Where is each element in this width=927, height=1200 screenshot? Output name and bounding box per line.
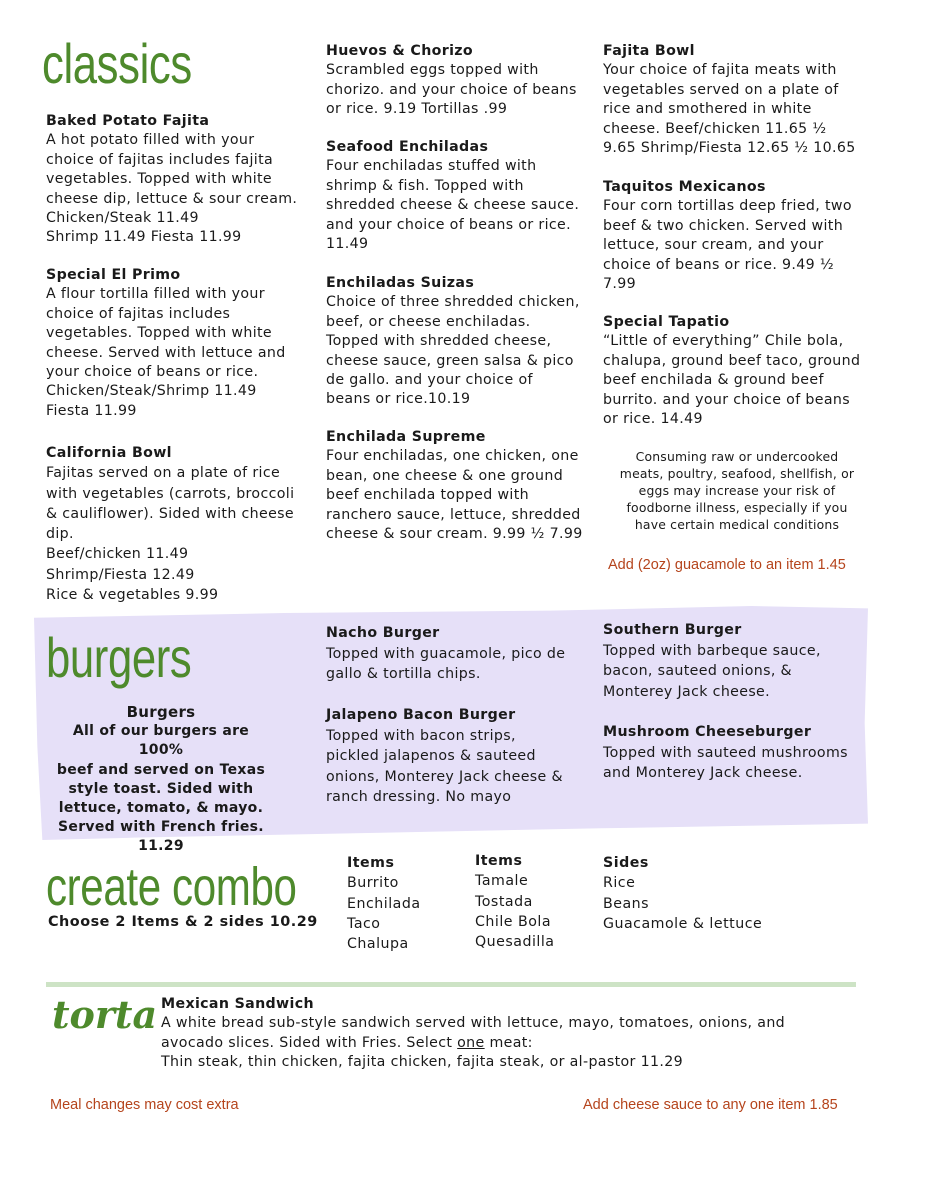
- menu-item-baked-potato-fajita: [46, 112, 316, 248]
- item-desc-line: shredded cheese & cheese sauce.: [326, 197, 580, 214]
- item-price-line: Rice & vegetables 9.99: [46, 587, 219, 604]
- torta-line2-post: meat:: [484, 1034, 533, 1051]
- burgers-intro: [50, 703, 272, 857]
- burgers-intro-line: style toast. Sided with: [68, 780, 254, 797]
- item-desc-line: lettuce, sour cream, and your: [603, 237, 824, 254]
- item-desc-line: cheese dip, lettuce & sour cream.: [46, 190, 298, 207]
- item-desc-line: beef, or cheese enchiladas.: [326, 313, 531, 330]
- item-desc-line: A flour tortilla filled with your: [46, 286, 265, 303]
- item-name: Mushroom Cheeseburger: [603, 724, 812, 740]
- item-price-line: cheese & sour cream. 9.99 ½ 7.99: [326, 526, 583, 543]
- item-name: Taquitos Mexicanos: [603, 179, 766, 195]
- create-combo-subtitle: Choose 2 Items & 2 sides 10.29: [48, 914, 318, 930]
- create-combo-title: create combo: [46, 857, 297, 917]
- warning-line: eggs may increase your risk of: [638, 483, 836, 498]
- item-name: Special El Primo: [46, 267, 181, 283]
- item-desc-line: Topped with shredded cheese,: [326, 333, 552, 350]
- item-price-line: Chicken/Steak/Shrimp 11.49: [46, 383, 257, 400]
- item-desc-line: bacon, sauteed onions, &: [603, 663, 792, 679]
- item-desc-line: rice and smothered in white: [603, 101, 812, 118]
- item-desc-line: Four enchiladas stuffed with: [326, 158, 537, 175]
- item-desc-line: beef enchilada & ground beef: [603, 372, 824, 389]
- item-desc-line: onions, Monterey Jack cheese &: [326, 768, 563, 785]
- combo-sides-list: [603, 853, 762, 934]
- item-price-line: Shrimp/Fiesta 12.49: [46, 566, 195, 583]
- combo-sides-header: Sides: [603, 855, 649, 871]
- menu-item-southern-burger: [603, 620, 875, 702]
- item-price-line: 11.49: [326, 236, 369, 253]
- section-divider: [46, 982, 856, 987]
- combo-items-header: Items: [475, 853, 523, 869]
- warning-line: Consuming raw or undercooked: [635, 449, 839, 464]
- item-name: Southern Burger: [603, 622, 742, 638]
- item-desc-line: chorizo. and your choice of beans: [326, 81, 577, 98]
- item-price-line: or rice. 14.49: [603, 411, 703, 428]
- menu-item-jalapeno-bacon-burger: [326, 705, 598, 808]
- warning-line: have certain medical conditions: [634, 517, 840, 532]
- item-desc-line: Topped with barbeque sauce,: [603, 642, 821, 659]
- item-desc-line: beef & two chicken. Served with: [603, 217, 844, 234]
- item-desc-line: Topped with guacamole, pico de: [326, 645, 566, 662]
- combo-item: Taco: [347, 915, 381, 932]
- combo-item: Chile Bola: [475, 913, 552, 930]
- menu-item-nacho-burger: [326, 623, 598, 685]
- item-desc-line: vegetables. Topped with white: [46, 171, 272, 188]
- menu-item-enchilada-supreme: [326, 428, 598, 544]
- torta-line2-pre: avocado slices. Sided with Fries. Select: [161, 1034, 458, 1051]
- menu-item-special-tapatio: [603, 313, 875, 429]
- item-desc-line: A hot potato filled with your: [46, 132, 255, 149]
- item-price-line: Chicken/Steak 11.49: [46, 210, 199, 227]
- item-desc-line: choice of fajitas includes: [46, 305, 231, 322]
- menu-item-special-el-primo: [46, 266, 316, 421]
- menu-item-huevos-chorizo: [326, 42, 598, 120]
- item-desc-line: Monterey Jack cheese.: [603, 683, 770, 700]
- item-desc-line: with vegetables (carrots, broccoli: [46, 485, 295, 502]
- item-price-line: Shrimp 11.49 Fiesta 11.99: [46, 229, 242, 246]
- burgers-intro-line: lettuce, tomato, & mayo.: [58, 800, 264, 817]
- item-desc-line: or rice. 9.19 Tortillas .99: [326, 101, 508, 118]
- item-desc-line: Topped with bacon strips,: [326, 727, 516, 744]
- item-desc-line: & cauliflower). Sided with cheese: [46, 505, 295, 522]
- item-desc-line: vegetables. Topped with white: [46, 325, 272, 342]
- item-price-line: 7.99: [603, 276, 636, 293]
- classics-title: classics: [42, 32, 192, 95]
- menu-item-fajita-bowl: [603, 42, 875, 158]
- combo-item: Tostada: [475, 893, 533, 910]
- item-price-line: Fiesta 11.99: [46, 402, 137, 419]
- item-desc-line: Scrambled eggs topped with: [326, 62, 539, 79]
- burgers-intro-line: Served with French fries.: [58, 819, 264, 836]
- torta-line2-underlined: one: [457, 1034, 485, 1051]
- cheese-sauce-note: Add cheese sauce to any one item 1.85: [583, 1097, 838, 1113]
- item-name: Jalapeno Bacon Burger: [326, 707, 516, 723]
- combo-side: Guacamole & lettuce: [603, 915, 763, 932]
- torta-title: torta: [52, 992, 158, 1037]
- item-desc-line: Four enchiladas, one chicken, one: [326, 448, 579, 465]
- item-price-line: Beef/chicken 11.49: [46, 546, 189, 563]
- item-price-line: 9.65 Shrimp/Fiesta 12.65 ½ 10.65: [603, 140, 856, 157]
- menu-item-seafood-enchiladas: [326, 138, 598, 254]
- combo-item: Enchilada: [347, 895, 421, 912]
- item-desc-line: de gallo. and your choice of: [326, 372, 533, 389]
- item-desc-line: your choice of beans or rice.: [46, 364, 259, 381]
- item-desc-line: [161, 1034, 881, 1053]
- item-name: Mexican Sandwich: [161, 996, 314, 1012]
- item-name: Special Tapatio: [603, 314, 730, 330]
- item-desc-line: bean, one cheese & one ground: [326, 467, 564, 484]
- burgers-intro-title: Burgers: [126, 703, 196, 721]
- item-name: Huevos & Chorizo: [326, 43, 474, 59]
- item-name: Seafood Enchiladas: [326, 139, 489, 155]
- item-name: Enchiladas Suizas: [326, 275, 475, 291]
- food-safety-warning: [604, 448, 870, 533]
- menu-item-taquitos-mexicanos: [603, 178, 875, 294]
- item-price-line: choice of beans or rice. 9.49 ½: [603, 256, 835, 273]
- burgers-intro-line: All of our burgers are 100%: [72, 723, 250, 759]
- item-desc-line: shrimp & fish. Topped with: [326, 177, 524, 194]
- burgers-intro-price: 11.29: [138, 838, 184, 855]
- item-price-line: cheese. Beef/chicken 11.65 ½: [603, 120, 827, 137]
- menu-item-california-bowl: [46, 443, 316, 605]
- combo-side: Beans: [603, 895, 650, 912]
- item-desc-line: “Little of everything” Chile bola,: [603, 333, 844, 350]
- item-desc-line: chalupa, ground beef taco, ground: [603, 352, 861, 369]
- item-name: Enchilada Supreme: [326, 429, 486, 445]
- item-name: Fajita Bowl: [603, 43, 695, 59]
- item-name: Nacho Burger: [326, 625, 440, 641]
- item-desc-line: Choice of three shredded chicken,: [326, 294, 580, 311]
- item-price-line: Thin steak, thin chicken, fajita chicken, fajita steak, or al-pastor 11.29: [161, 1054, 683, 1071]
- item-desc-line: vegetables served on a plate of: [603, 81, 839, 98]
- item-desc-line: beef enchilada topped with: [326, 487, 529, 504]
- warning-line: foodborne illness, especially if you: [626, 500, 848, 515]
- meal-changes-note: Meal changes may cost extra: [50, 1097, 239, 1113]
- item-desc-line: burrito. and your choice of beans: [603, 391, 850, 408]
- combo-items-header: Items: [347, 855, 395, 871]
- item-name: California Bowl: [46, 445, 172, 461]
- item-desc-line: pickled jalapenos & sauteed: [326, 748, 536, 764]
- item-desc-line: Four corn tortillas deep fried, two: [603, 198, 852, 215]
- item-name: Baked Potato Fajita: [46, 113, 210, 129]
- item-desc-line: and Monterey Jack cheese.: [603, 765, 803, 781]
- item-price-line: beans or rice.10.19: [326, 391, 471, 408]
- burgers-title: burgers: [46, 626, 192, 689]
- menu-item-mushroom-cheeseburger: [603, 722, 875, 784]
- combo-items-list-1: [347, 853, 421, 954]
- item-desc-line: dip.: [46, 526, 74, 543]
- guacamole-addon-note: Add (2oz) guacamole to an item 1.45: [608, 557, 846, 573]
- item-desc-line: A white bread sub-style sandwich served with lettuce, mayo, tomatoes, onions, and: [161, 1015, 786, 1032]
- combo-items-list-2: [475, 851, 555, 952]
- combo-item: Burrito: [347, 875, 399, 892]
- item-desc-line: Your choice of fajita meats with: [603, 62, 837, 79]
- combo-side: Rice: [603, 875, 636, 892]
- item-desc-line: cheese. Served with lettuce and: [46, 344, 286, 361]
- burgers-intro-line: beef and served on Texas: [56, 761, 266, 778]
- menu-item-enchiladas-suizas: [326, 274, 598, 410]
- item-desc-line: Fajitas served on a plate of rice: [46, 465, 281, 482]
- item-desc-line: choice of fajitas includes fajita: [46, 151, 274, 168]
- menu-item-mexican-sandwich: [161, 995, 881, 1073]
- combo-item: Tamale: [475, 873, 529, 890]
- combo-item: Chalupa: [347, 936, 409, 953]
- warning-line: meats, poultry, seafood, shellfish, or: [619, 466, 855, 481]
- item-desc-line: gallo & tortilla chips.: [326, 666, 481, 682]
- item-desc-line: cheese sauce, green salsa & pico: [326, 352, 574, 369]
- item-desc-line: ranchero sauce, lettuce, shredded: [326, 506, 581, 523]
- item-desc-line: ranch dressing. No mayo: [326, 789, 512, 805]
- combo-item: Quesadilla: [475, 934, 555, 951]
- item-desc-line: Topped with sauteed mushrooms: [603, 744, 848, 761]
- item-desc-line: and your choice of beans or rice.: [326, 216, 571, 233]
